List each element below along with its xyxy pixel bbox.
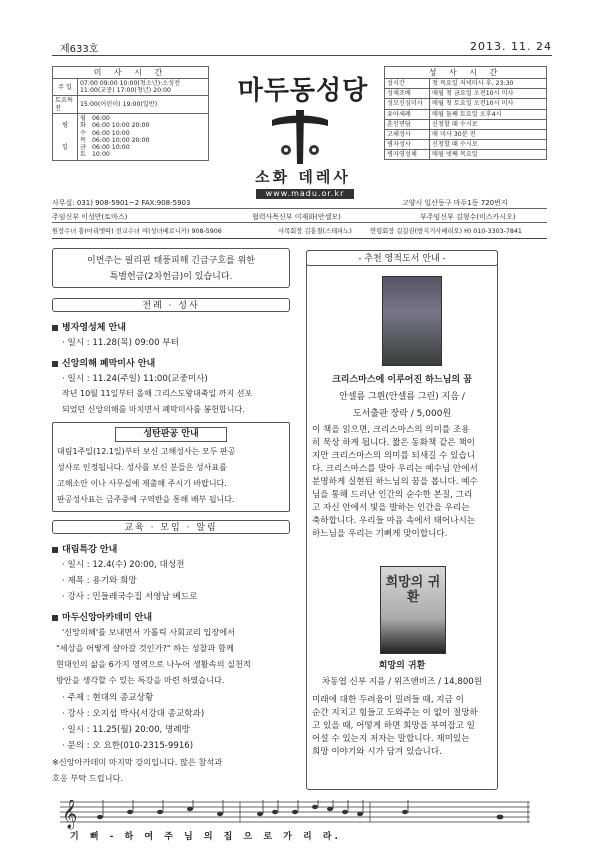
saturday-times: 15:00(어린이) 19:00(일반) xyxy=(78,96,209,113)
funeral-president: 연령회장 길길권(방지거사베리오) H) 010-3303-7841 xyxy=(370,228,522,235)
mass-times-table xyxy=(52,66,209,161)
confession-line: 대림1주일(12.1일)부터 보신 고해성사는 모두 판공 xyxy=(57,447,236,456)
education-line: · 제목 : 용기와 희망 xyxy=(62,576,137,586)
item-title-text: 마두신앙아카데미 안내 xyxy=(62,613,153,623)
sacrament-value: 매 미사 30분 전 xyxy=(430,129,547,139)
desc-line: 지만 크리스마스의 의미를 되새길 수 있습니 xyxy=(312,451,476,461)
book1-author: 안셀름 그륀(안셀름 그린) 지음 / xyxy=(339,392,465,402)
desc-line: 어설 수 있는지 저자는 말합니다. 재미있는 xyxy=(312,734,470,744)
song-lyric: 기 뻐 - 하 여 주 님 의 집 으 로 가 리 라. xyxy=(70,832,341,842)
book1-title: 크리스마스에 이루어진 하느님의 꿈 xyxy=(332,375,472,385)
weekday-day: 수 xyxy=(80,129,86,137)
education-intro: 방안을 생각할 수 있는 특강을 마련 하였습니다. xyxy=(56,675,225,685)
education-line: · 강사 : 민들레국수집 서영남 베드로 xyxy=(62,592,198,602)
svg-text:𝄞: 𝄞 xyxy=(62,800,78,829)
item-title-text: 병자영성체 안내 xyxy=(62,323,126,333)
contact-divider xyxy=(52,222,547,223)
sacrament-label: 유아세례 xyxy=(385,109,430,119)
closing-note: 호응 부탁 드립니다. xyxy=(52,773,124,783)
assistant-priest: 부주임신부 김형수(미스카시오) xyxy=(420,213,516,221)
education-line: · 강사 : 오지섭 박사(서강대 종교학과) xyxy=(62,709,205,719)
parish-name: 마두동성당 xyxy=(237,76,369,106)
bullet-square-icon xyxy=(52,361,58,367)
education-item-title xyxy=(52,610,152,623)
sacrament-label: 병자성사 xyxy=(385,139,430,149)
council-president: 사목회장 김홍철(스테파노) xyxy=(278,228,352,235)
sacrament-value: 매월 첫 토요일 오전10시 미사 xyxy=(430,99,547,109)
top-divider xyxy=(52,55,552,56)
weekday-day: 토 xyxy=(80,150,86,158)
notice-line: 이번주는 필리핀 태풍피해 긴급구호를 위한 xyxy=(87,256,255,266)
sacrament-value: 매월 둘째 토요일 오후4시 xyxy=(430,109,547,119)
liturgy-line: 되었던 신앙의해를 마치면서 폐막미사를 봉헌합니다. xyxy=(62,405,245,414)
book2-title: 희망의 귀환 xyxy=(378,661,426,671)
education-line: · 주제 : 현대의 종교상황 xyxy=(62,693,154,703)
sacrament-label: 성체조배 xyxy=(385,89,430,99)
sunday-times-2: 11:00(교중) 17:00(청년) 20:00 xyxy=(80,87,171,95)
book2-cover-title: 희망의 귀환 xyxy=(385,575,441,605)
weekday-times: 06:00 xyxy=(92,115,110,123)
weekday-label-1: 평 xyxy=(62,121,68,129)
liturgy-line: · 일시 : 11.28(목) 09:00 부터 xyxy=(62,338,179,348)
weekday-times: 06:00 10:00 20:00 xyxy=(92,122,150,130)
contact-divider xyxy=(52,208,547,209)
education-intro: "세상을 어떻게 살아갈 것인가?" 하는 성찰과 함께 xyxy=(56,643,234,653)
cross-logo xyxy=(262,104,338,168)
weekday-times: 06:00 10:00 xyxy=(92,143,130,151)
closing-note: ※신앙아카데미 마지막 강의입니다. 많은 참석과 xyxy=(52,757,223,767)
section-divider xyxy=(52,238,547,239)
liturgy-item-title xyxy=(52,320,126,333)
desc-line: 하느님을 우리는 기뻐게 맞이합니다. xyxy=(312,529,448,539)
weekday-times: 06:00 10:00 20:00 xyxy=(92,136,150,144)
address: 고양시 일산동구 마두1동 720번지 xyxy=(402,199,508,207)
pastor: 주임신부 이성만(토마스) xyxy=(52,213,128,221)
confession-line: 성사로 인정됩니다. 성사를 보신 분들은 성사표를 xyxy=(57,463,227,472)
weekday-day: 월 xyxy=(80,115,86,123)
item-title-text: 대림특강 안내 xyxy=(62,545,118,555)
desc-line: 분명하게 실현된 하느님의 꿈을 봅니다. 예수 xyxy=(312,477,478,487)
sacrament-label: 혼인면담 xyxy=(385,119,430,129)
desc-line: 순간 지치고 힘들고 도와주는 이 없이 절망하 xyxy=(312,708,478,718)
books-heading: - 추천 영적도서 안내 - xyxy=(306,250,498,266)
notice-line: 특별헌금(2차헌금)이 있습니다. xyxy=(109,272,233,282)
liturgy-heading: 전례 · 성사 xyxy=(52,298,290,312)
book2-description xyxy=(312,694,494,759)
sunday-times-1: 07:00 09:00 10:00(청소년)·소성전 xyxy=(80,80,181,88)
sacrament-label: 병자영성체 xyxy=(385,150,430,160)
issue-number: 제633호 xyxy=(60,44,99,55)
education-line: · 일시 : 12.4(수) 20:00, 대성전 xyxy=(62,560,185,570)
desc-line: 히 묵상 하게 됩니다. 짧은 동화책 같은 책이 xyxy=(312,438,475,448)
education-intro: 현대인의 삶을 6가지 영역으로 나누어 생활속의 실천적 xyxy=(56,659,251,669)
book1-description xyxy=(312,424,494,541)
confession-line: 판공성사표는 금주중에 구역반을 통해 배부 됩니다. xyxy=(57,495,235,504)
website-link[interactable]: www.madu.or.kr xyxy=(256,189,354,199)
weekday-day: 금 xyxy=(80,143,86,151)
sacrament-value: 매월 넷째 목요일 xyxy=(430,150,547,160)
desc-line: 축하합니다. 우리들 마음 속에서 태어나시는 xyxy=(312,516,476,526)
sacrament-value: 신청할 때 수시로 xyxy=(430,119,547,129)
desc-line: 이 책을 읽으면, 크리스마스의 의미를 조용 xyxy=(312,425,470,435)
sacrament-label: 성시간 xyxy=(385,79,430,89)
notice-box xyxy=(52,248,290,288)
weekday-times: 06:00 10:00 xyxy=(92,129,130,137)
education-line: · 문의 : 오 요한(010-2315-9916) xyxy=(62,741,194,751)
desc-line: 님을 통해 드러난 인간의 순수한 본질, 그리 xyxy=(312,490,473,500)
desc-line: 고 자신 안에서 빛을 발하는 인간을 우리는 xyxy=(312,503,470,513)
liturgy-line: 작년 10월 11일부터 올해 그리스도왕대축일 까지 선포 xyxy=(62,389,253,398)
associate-priest: 협력사목신부 이재화(안셀모) xyxy=(252,213,341,221)
liturgy-item-title xyxy=(52,356,155,369)
book2-author: 차동엽 신부 지음 / 위즈앤비즈 / 14,800원 xyxy=(321,677,483,687)
sacrament-value: 신청할 때 수시로 xyxy=(430,139,547,149)
sacrament-label: 고해성사 xyxy=(385,129,430,139)
weekday-day: 화 xyxy=(80,122,86,130)
sisters-contact: 원장수녀 홍(마리엣따) 전교수녀 여(성녀베로니카) 908-5906 xyxy=(52,228,222,235)
liturgy-line: · 일시 : 11.24(주일) 11:00(교중미사) xyxy=(62,374,208,384)
sacraments-table xyxy=(384,66,547,160)
book-cover-2 xyxy=(380,566,446,654)
weekday-day: 목 xyxy=(80,136,86,144)
book1-publisher: 도서출판 장락 / 5,000원 xyxy=(352,409,452,419)
desc-line: 다. 크리스마스를 맞아 우리는 예수님 안에서 xyxy=(312,464,478,474)
item-title-text: 신앙의해 폐막미사 안내 xyxy=(62,359,156,369)
sacrament-value: 첫 목요일 저녁미사 후, 23:30 xyxy=(430,79,547,89)
bullet-square-icon xyxy=(52,615,58,621)
sacrament-label: 성모신심미사 xyxy=(385,99,430,109)
saturday-label: 토요특전 xyxy=(53,96,78,113)
mass-times-title: 미 사 시 간 xyxy=(53,67,209,79)
education-heading: 교육 · 모임 · 알림 xyxy=(52,520,290,534)
sacrament-value: 매월 첫 금요일 오전10시 미사 xyxy=(430,89,547,99)
sacraments-title: 성 사 시 간 xyxy=(385,67,547,79)
desc-line: 희망 이야기와 시가 담겨 있습니다. xyxy=(312,747,442,757)
education-line: · 일시 : 11.25(월) 20:00, 명례방 xyxy=(62,725,190,735)
bullet-square-icon xyxy=(52,547,58,553)
weekday-times: 10:00 xyxy=(92,150,110,158)
sunday-label: 주 일 xyxy=(53,79,78,96)
confession-box xyxy=(52,422,290,512)
confession-line: 고해소안 이나 사무실에 제출해 주시기 바랍니다. xyxy=(57,479,227,488)
office-phone: 사무실: 031) 908-5901~2 FAX:908-5903 xyxy=(52,199,191,207)
book-cover-1 xyxy=(382,276,442,366)
desc-line: 고 있을 때, 어떻게 하면 희망을 부여잡고 일 xyxy=(312,721,475,731)
patron-name: 소화 데레사 xyxy=(255,168,351,186)
confession-title: 성탄판공 안내 xyxy=(115,427,227,442)
issue-date: 2013. 11. 24 xyxy=(470,40,552,53)
education-item-title xyxy=(52,542,117,555)
weekday-label-2: 일 xyxy=(62,143,68,151)
education-intro: '신앙의해'를 보내면서 가톨릭 사회교리 입장에서 xyxy=(62,627,236,637)
desc-line: 미래에 대한 두려움이 밀려들 때, 지금 이 xyxy=(312,695,464,705)
bullet-square-icon xyxy=(52,325,58,331)
